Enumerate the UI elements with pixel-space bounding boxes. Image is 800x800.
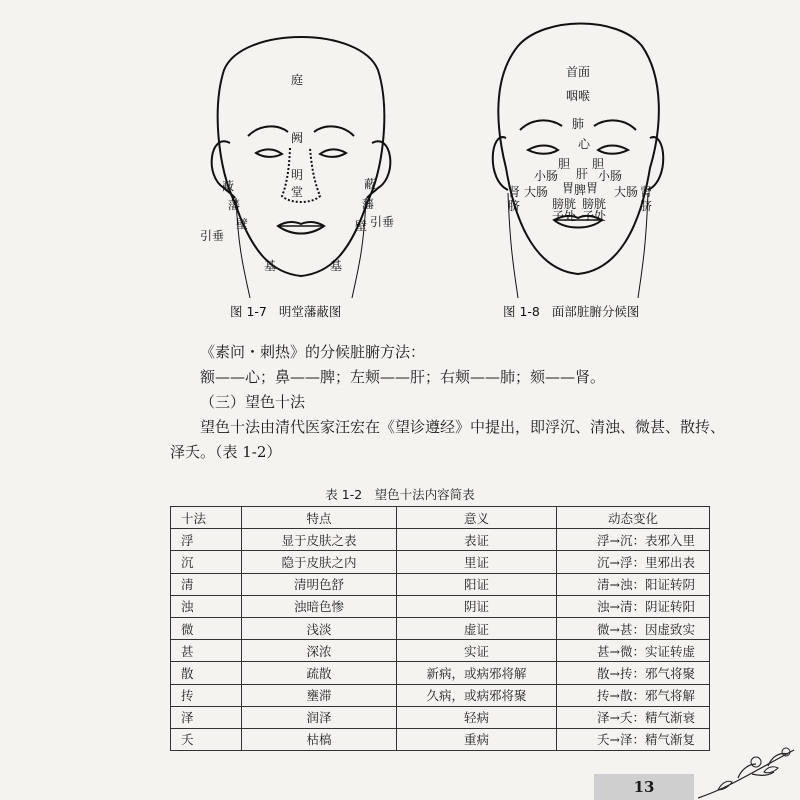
cell-meaning: 阴证 bbox=[397, 595, 557, 617]
cell-feature: 浅淡 bbox=[242, 617, 397, 639]
table-row bbox=[171, 640, 710, 662]
label-dachang-left: 大肠 bbox=[524, 185, 549, 199]
table-row bbox=[171, 706, 710, 728]
cell-meaning: 重病 bbox=[397, 728, 557, 750]
cell-method: 浮 bbox=[171, 529, 242, 551]
paragraph-line-2: 泽夭。（表 1-2） bbox=[170, 443, 282, 461]
cell-method: 甚 bbox=[171, 640, 242, 662]
label-fei: 肺 bbox=[572, 117, 585, 131]
cell-method: 夭 bbox=[171, 728, 242, 750]
cell-change: 沉→浮：里邪出表 bbox=[557, 551, 710, 573]
cell-change: 浮→沉：表邪入里 bbox=[557, 529, 710, 551]
text-organ-mapping: 额——心；鼻——脾；左颊——肝；右颊——肺；颏——肾。 bbox=[200, 368, 606, 386]
label-dan-right: 胆 bbox=[592, 157, 605, 171]
label-ming: 明 bbox=[291, 168, 304, 182]
table-header-row bbox=[171, 507, 710, 529]
cell-change: 微→甚：因虚致实 bbox=[557, 617, 710, 639]
cell-feature: 隐于皮肤之内 bbox=[242, 551, 397, 573]
caption-text: 面部脏腑分候图 bbox=[551, 304, 640, 319]
cell-feature: 壅滞 bbox=[242, 684, 397, 706]
label-panggu-left: 膀胱 bbox=[552, 197, 577, 211]
label-tang: 堂 bbox=[291, 185, 304, 199]
label-yanhou: 咽喉 bbox=[566, 89, 591, 103]
section-heading: （三）望色十法 bbox=[200, 393, 306, 411]
label-fan-right: 藩 bbox=[362, 197, 375, 211]
label-ting: 庭 bbox=[291, 73, 304, 87]
table-row bbox=[171, 684, 710, 706]
label-xiaochang-right: 小肠 bbox=[598, 169, 623, 183]
cell-method: 抟 bbox=[171, 684, 242, 706]
cell-change: 浊→清：阴证转阳 bbox=[557, 595, 710, 617]
cell-feature: 浊暗色惨 bbox=[242, 595, 397, 617]
text-suwen-line: 《素问・刺热》的分候脏腑方法： bbox=[200, 343, 426, 361]
label-qi-left: 脐 bbox=[508, 199, 521, 213]
figure-mingtang-fanbi bbox=[190, 8, 410, 298]
label-xin: 心 bbox=[578, 137, 591, 151]
cell-meaning: 阳证 bbox=[397, 573, 557, 595]
cell-meaning: 轻病 bbox=[397, 706, 557, 728]
table-row bbox=[171, 551, 710, 573]
label-zichu-left: 子处 bbox=[552, 209, 577, 223]
cell-meaning: 新病，或病邪将解 bbox=[397, 662, 557, 684]
cell-change: 抟→散：邪气将解 bbox=[557, 684, 710, 706]
label-bi2-right: 壁 bbox=[355, 219, 368, 233]
table-row bbox=[171, 662, 710, 684]
caption-text: 明堂藩蔽图 bbox=[278, 304, 342, 319]
paragraph-line-1: 望色十法由清代医家汪宏在《望诊遵经》中提出，即浮沉、清浊、微甚、散抟、 bbox=[200, 418, 726, 436]
page-number: 13 bbox=[633, 778, 655, 796]
cell-feature: 深浓 bbox=[242, 640, 397, 662]
header-tedian: 特点 bbox=[242, 507, 397, 529]
label-bi2-left: 壁 bbox=[236, 217, 249, 231]
label-wei-right: 胃 bbox=[586, 181, 599, 195]
label-shoumian: 首面 bbox=[566, 65, 591, 79]
figure-organ-zones bbox=[478, 8, 678, 298]
cell-meaning: 里证 bbox=[397, 551, 557, 573]
header-yiyi: 意义 bbox=[397, 507, 557, 529]
cell-change: 夭→泽：精气渐复 bbox=[557, 728, 710, 750]
label-qi-right: 脐 bbox=[640, 199, 653, 213]
cell-change: 散→抟：邪气将聚 bbox=[557, 662, 710, 684]
label-panggu-right: 膀胱 bbox=[582, 197, 607, 211]
label-yinchui-left: 引垂 bbox=[200, 229, 225, 243]
table-title: 表 1-2 望色十法内容简表 bbox=[325, 487, 475, 502]
cell-change: 清→浊：阳证转阴 bbox=[557, 573, 710, 595]
label-zichu-right: 子处 bbox=[582, 209, 607, 223]
label-bi-left: 蔽 bbox=[222, 179, 235, 193]
label-xiaochang-left: 小肠 bbox=[534, 169, 559, 183]
header-dongtai: 动态变化 bbox=[557, 507, 710, 529]
cell-change: 泽→夭：精气渐衰 bbox=[557, 706, 710, 728]
label-dan-left: 胆 bbox=[558, 157, 571, 171]
wangse-table bbox=[170, 506, 710, 751]
label-dachang-right: 大肠 bbox=[614, 185, 639, 199]
cell-meaning: 久病，或病邪将聚 bbox=[397, 684, 557, 706]
table-row bbox=[171, 595, 710, 617]
cell-change: 甚→微：实证转虚 bbox=[557, 640, 710, 662]
cell-method: 沉 bbox=[171, 551, 242, 573]
figure-caption-1-8 bbox=[503, 302, 639, 320]
table-row bbox=[171, 573, 710, 595]
label-pi: 脾 bbox=[574, 183, 587, 197]
label-wei-left: 胃 bbox=[562, 181, 575, 195]
cell-method: 浊 bbox=[171, 595, 242, 617]
label-bi-right: 蔽 bbox=[364, 177, 377, 191]
table-row bbox=[171, 529, 710, 551]
cell-method: 泽 bbox=[171, 706, 242, 728]
label-fan-left: 藩 bbox=[228, 198, 241, 212]
cell-feature: 枯槁 bbox=[242, 728, 397, 750]
cell-method: 微 bbox=[171, 617, 242, 639]
cell-method: 清 bbox=[171, 573, 242, 595]
cell-feature: 清明色舒 bbox=[242, 573, 397, 595]
cell-feature: 显于皮肤之表 bbox=[242, 529, 397, 551]
caption-number: 图 1-7 bbox=[230, 304, 267, 319]
label-que: 阙 bbox=[291, 131, 304, 145]
cell-method: 散 bbox=[171, 662, 242, 684]
cell-feature: 疏散 bbox=[242, 662, 397, 684]
cell-meaning: 虚证 bbox=[397, 617, 557, 639]
label-gan: 肝 bbox=[576, 167, 589, 181]
branch-ornament bbox=[698, 742, 798, 800]
label-shen-right: 肾 bbox=[640, 185, 653, 199]
table-row bbox=[171, 728, 710, 750]
cell-feature: 润泽 bbox=[242, 706, 397, 728]
table-row bbox=[171, 617, 710, 639]
label-ji-right: 基 bbox=[330, 259, 343, 273]
figure-caption-1-7 bbox=[230, 302, 341, 320]
label-shen-left: 肾 bbox=[508, 185, 521, 199]
label-ji-left: 基 bbox=[264, 259, 277, 273]
header-shifa: 十法 bbox=[171, 507, 242, 529]
label-yinchui-right: 引垂 bbox=[370, 215, 395, 229]
page-number-tab bbox=[594, 774, 694, 800]
cell-meaning: 实证 bbox=[397, 640, 557, 662]
cell-meaning: 表证 bbox=[397, 529, 557, 551]
caption-number: 图 1-8 bbox=[503, 304, 540, 319]
